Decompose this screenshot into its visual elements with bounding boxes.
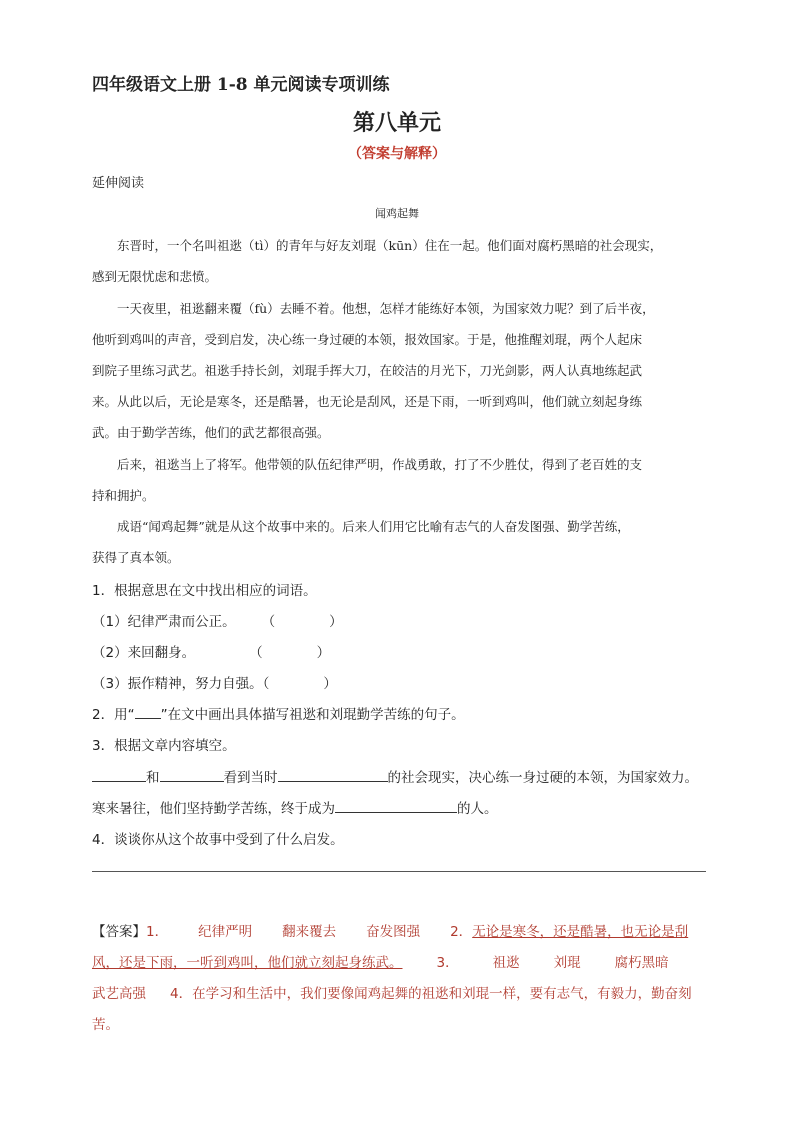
section-label: 延伸阅读 — [92, 176, 145, 191]
passage-title: 闻鸡起舞 — [375, 207, 419, 220]
passage-line: 后来，祖逖当上了将军。他带领的队伍纪律严明，作战勇敢，打了不少胜仗，得到了老百姓的支 — [117, 457, 643, 472]
question-3: 3．根据文章内容填空。 — [92, 738, 236, 754]
worksheet-header: 四年级语文上册 1-8 单元阅读专项训练 — [92, 75, 390, 95]
passage-line: 他听到鸡叫的声音，受到启发，决心练一身过硬的本领，报效国家。于是，他推醒刘琨，两个人起床 — [92, 332, 643, 347]
question-3-line-1: 和 看到当时 的社会现实，决心练一身过硬的本领，为国家效力。 — [92, 766, 698, 786]
passage-line: 持和拥护。 — [92, 488, 155, 503]
answer-line-1: 【答案】1． 纪律严明 翻来覆去 奋发图强 2．无论是寒冬，还是酷暑，也无论是刮 — [92, 924, 689, 940]
fill-blank[interactable] — [92, 767, 146, 782]
passage-line: 感到无限忧虑和悲愤。 — [92, 269, 218, 284]
passage-line: 成语“闻鸡起舞”就是从这个故事中来的。后来人们用它比喻有志气的人奋发图强、勤学苦练， — [117, 519, 630, 534]
fill-blank[interactable] — [160, 767, 224, 782]
answer-blank: （ ） — [249, 645, 331, 661]
passage-line: 到院子里练习武艺。祖逖手持长剑，刘琨手挥大刀，在皎洁的月光下，刀光剑影，两人认真地练起武 — [92, 363, 643, 378]
answer-line-3: 武艺高强 4．在学习和生活中，我们要像闻鸡起舞的祖逖和刘琨一样，要有志气，有毅力，勤奋刻 — [92, 986, 692, 1002]
fill-blank[interactable] — [278, 767, 388, 782]
unit-subtitle: （答案与解释） — [348, 146, 446, 162]
question-3-line-2: 寒来暑往，他们坚持勤学苦练，终于成为 的人。 — [92, 797, 498, 817]
question-2: 2．用“ ”在文中画出具体描写祖逖和刘琨勤学苦练的句子。 — [92, 703, 465, 723]
question-4: 4．谈谈你从这个故事中受到了什么启发。 — [92, 832, 344, 848]
answer-label: 【答案】 — [92, 924, 146, 940]
passage-line: 获得了真本领。 — [92, 550, 180, 565]
answer-line-2: 风，还是下雨，一听到鸡叫，他们就立刻起身练武。 3． 祖逖 刘琨 腐朽黑暗 — [92, 955, 669, 971]
question-1-item-1 — [92, 610, 343, 630]
passage-line: 一天夜里，祖逖翻来覆（fù）去睡不着。他想，怎样才能练好本领，为国家效力呢？到了后半夜， — [117, 301, 655, 316]
question-1-item-3 — [92, 672, 337, 692]
answer-line[interactable] — [92, 871, 706, 872]
answer-line-4: 苦。 — [92, 1017, 119, 1033]
underline-symbol — [135, 704, 161, 719]
answer-blank: （ ） — [262, 676, 337, 692]
question-1-item-2 — [92, 641, 330, 661]
unit-title: 第八单元 — [352, 111, 441, 136]
item-text: （3）振作精神，努力自强。 — [92, 676, 263, 692]
item-text: （1）纪律严肃而公正。 — [92, 614, 236, 630]
passage-line: 来。从此以后，无论是寒冬，还是酷暑，也无论是刮风，还是下雨，一听到鸡叫，他们就立刻起身练 — [92, 394, 643, 409]
fill-blank[interactable] — [335, 798, 457, 813]
answer-blank: （ ） — [261, 614, 343, 630]
passage-line: 武。由于勤学苦练，他们的武艺都很高强。 — [92, 425, 330, 440]
passage-line: 东晋时，一个名叫祖逖（tì）的青年与好友刘琨（kūn）住在一起。他们面对腐朽黑暗的社会现实， — [117, 238, 663, 253]
item-text: （2）来回翻身。 — [92, 645, 196, 661]
question-1: 1．根据意思在文中找出相应的词语。 — [92, 583, 317, 599]
